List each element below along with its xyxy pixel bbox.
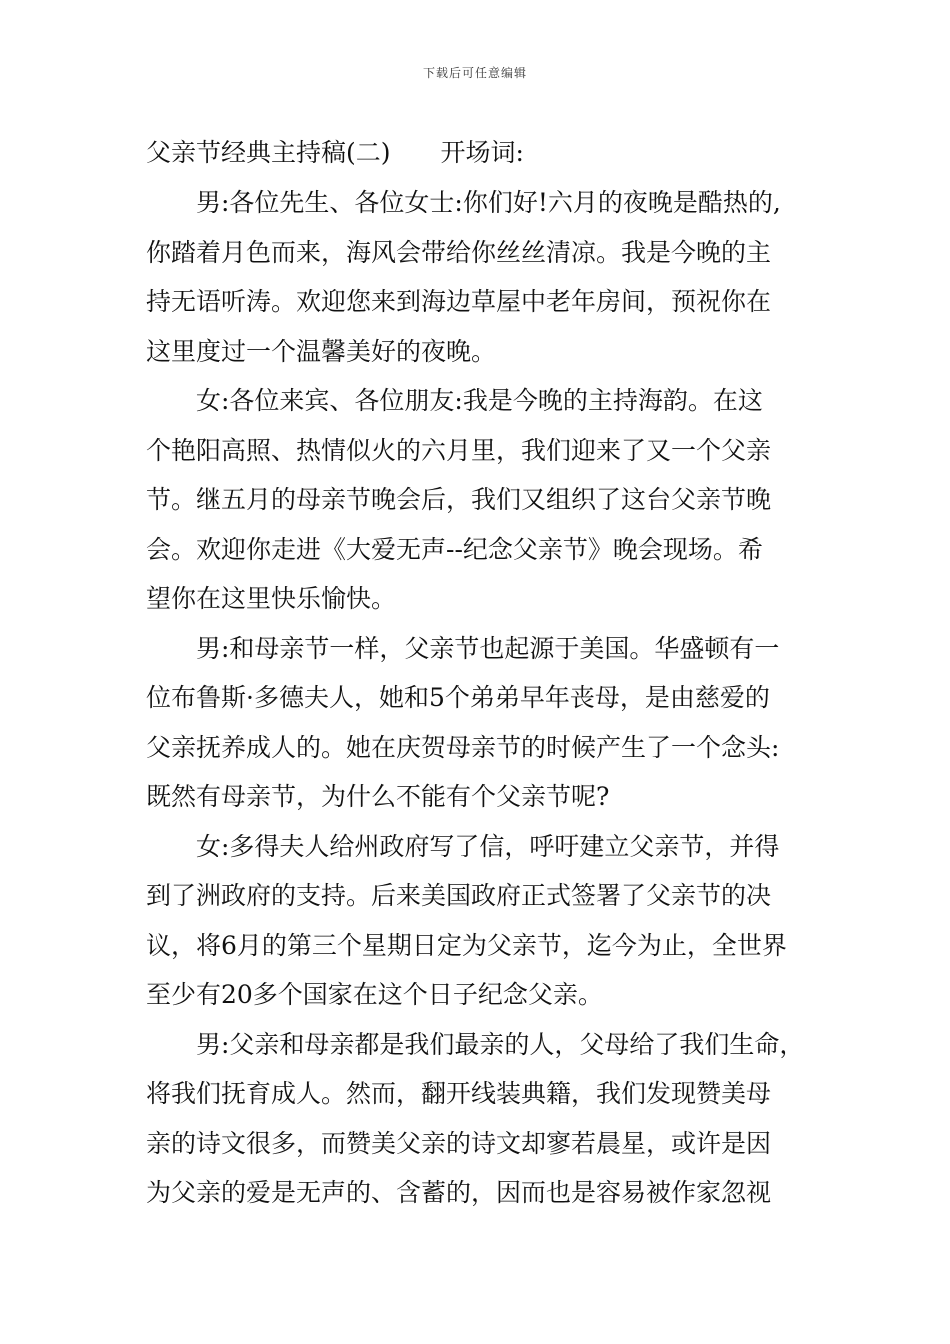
paragraph-line: 既然有母亲节，为什么不能有个父亲节呢? [146,782,610,811]
paragraph [146,178,818,376]
page-header: 下载后可任意编辑 [422,66,527,80]
paragraph-line: 个艳阳高照、热情似火的六月里，我们迎来了又一个父亲 [146,435,772,465]
paragraph-line: 望你在这里快乐愉快。 [146,584,397,613]
opening-label: 开场词: [440,138,524,167]
paragraph-line: 持无语听涛。欢迎您来到海边草屋中老年房间，预祝你在 [146,287,772,316]
paragraph-line: 父亲抚养成人的。她在庆贺母亲节的时候产生了一个念头: [146,732,780,762]
paragraph-line: 男:父亲和母亲都是我们最亲的人，父母给了我们生命， [196,1029,805,1059]
paragraph [146,822,818,1020]
paragraph [146,1020,818,1218]
paragraph-line: 男:各位先生、各位女士:你们好!六月的夜晚是酷热的, [196,188,781,217]
paragraph-line: 节。继五月的母亲节晚会后，我们又组织了这台父亲节晚 [146,485,772,514]
paragraph-line: 女:多得夫人给州政府写了信，呼吁建立父亲节，并得 [196,831,780,861]
paragraph-line: 这里度过一个温馨美好的夜晚。 [146,336,497,366]
paragraph-line: 亲的诗文很多，而赞美父亲的诗文却寥若晨星，或许是因 [146,1128,772,1158]
document-body [146,128,818,1218]
paragraph-line: 为父亲的爱是无声的、含蓄的，因而也是容易被作家忽视 [146,1178,772,1207]
paragraph [146,376,818,624]
document-title-line [146,128,818,178]
paragraph [146,624,818,822]
document-title: 父亲节经典主持稿(二) [146,138,391,167]
paragraph-line: 女:各位来宾、各位朋友:我是今晚的主持海韵。在这 [196,386,763,415]
paragraph-line: 至少有20多个国家在这个日子纪念父亲。 [146,980,603,1009]
paragraph-line: 议，将6月的第三个星期日定为父亲节，迄今为止，全世界 [146,930,787,960]
paragraph-line: 男:和母亲节一样，父亲节也起源于美国。华盛顿有一 [196,633,780,663]
paragraph-line: 会。欢迎你走进《大爱无声--纪念父亲节》晚会现场。希 [146,534,763,564]
paragraph-line: 将我们抚育成人。然而，翻开线装典籍，我们发现赞美母 [146,1079,772,1108]
paragraph-line: 到了洲政府的支持。后来美国政府正式签署了父亲节的决 [146,881,772,910]
paragraph-line: 位布鲁斯·多德夫人，她和5个弟弟早年丧母，是由慈爱的 [146,683,770,712]
paragraph-line: 你踏着月色而来，海风会带给你丝丝清凉。我是今晚的主 [146,237,772,267]
